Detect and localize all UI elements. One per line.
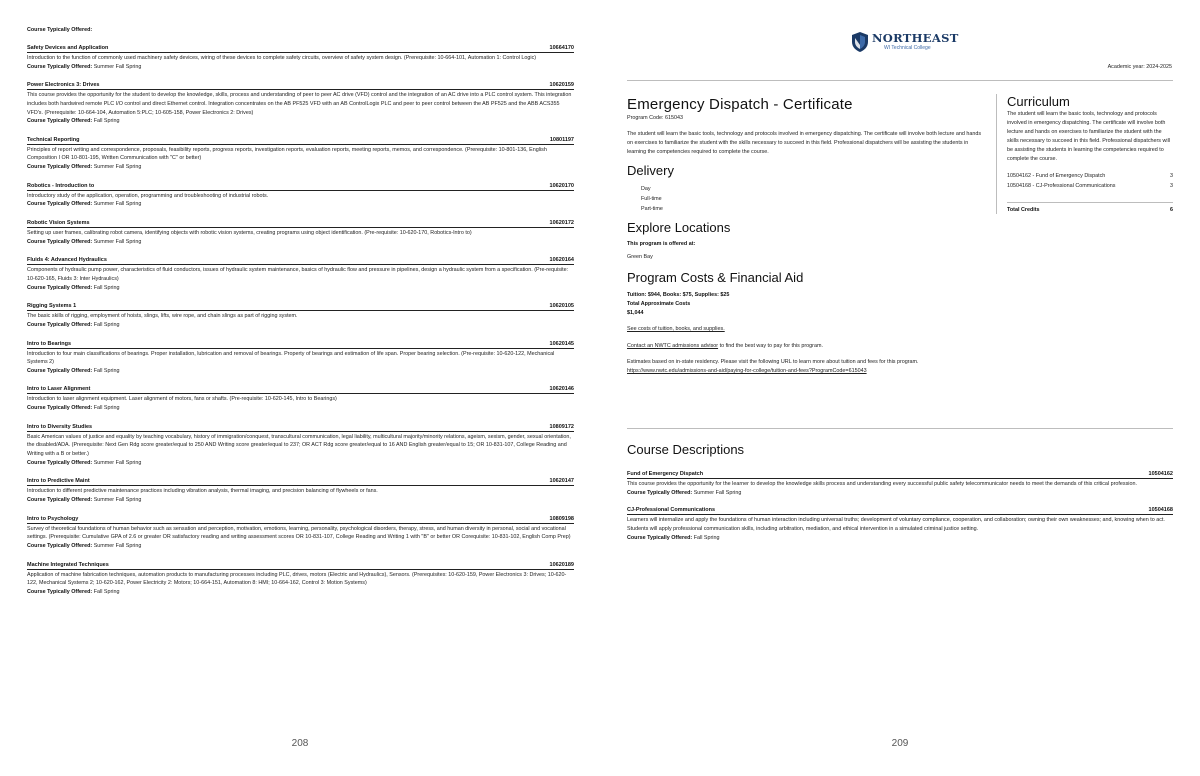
course-entry — [27, 303, 574, 329]
course-description: Setting up user frames, calibrating robot camera, identifying objects with robotic vision systems, creating programs using object identification. (Pre-requisite: 10-620-170, Robotics-Intro to) — [27, 230, 472, 237]
costs-heading: Program Costs & Financial Aid — [627, 269, 804, 285]
course-offered — [27, 321, 574, 330]
offered-label: Course Typically Offered: — [27, 63, 93, 70]
offered-label: Course Typically Offered: — [27, 284, 93, 291]
college-logo — [851, 31, 959, 53]
course-offered — [27, 496, 574, 505]
course-code: 10504168 — [1148, 507, 1173, 514]
course-description: This course provides the opportunity for the student to develop the knowledge, skills, process and understanding of peer to peer AC drive (VFD) control and the integration of an AC drive into a PLC control system. This integration includes both hardwired remote PLC I/O control and direct Ethernet control. Integration concentrates on the AB PF525 VFD with an AB ControlLogix PLC and peer to peer control between the AB PF525 and the ABB ACS355 VFD's. (Prerequisite: 10-664-104, Automation 5:PLC; 10-605-158, Power Electronics 2: Drives) — [27, 92, 572, 116]
course-offered — [27, 284, 574, 293]
curriculum-item-credits: 3 — [1170, 173, 1173, 180]
shield-logo-icon — [851, 31, 869, 53]
course-description: This course provides the opportunity for the learner to develop the knowledge skills process and understanding every successful public safety telecommunicator needs to meet the demands of this critical profession. — [627, 481, 1137, 487]
course-code: 10809172 — [549, 423, 574, 430]
advisor-text: to find the best way to pay for this program. — [718, 343, 823, 350]
delivery-option: Full-time — [641, 195, 662, 202]
offered-label: Course Typically Offered: — [27, 164, 93, 171]
delivery-heading: Delivery — [627, 162, 674, 178]
course-description: Introduction to the function of commonly used machinery safety devices, wiring of these devices to complete safety circuits, overview of safety system design. (Prerequisite: 10-664-101, Automation 1: Control Logic) — [27, 55, 537, 61]
estimate-text: Estimates based on in-state residency. Please visit the following URL to learn more about tuition and fees for this program. — [627, 359, 919, 366]
offered-terms: Summer Fall Spring — [93, 201, 142, 208]
section-divider — [627, 428, 1173, 429]
course-code: 10809198 — [549, 515, 574, 522]
logo-wordmark: NORTHEAST — [872, 30, 959, 45]
course-offered — [27, 588, 574, 597]
course-entry — [27, 45, 574, 71]
offered-label: Course Typically Offered: — [27, 201, 93, 208]
offered-label: Course Typically Offered: — [27, 496, 93, 503]
costs-section — [627, 270, 987, 376]
offered-label: Course Typically Offered: — [627, 534, 693, 541]
tuition-line: Tuition: $944, Books: $75, Supplies: $25 — [627, 291, 730, 298]
locations-section — [627, 220, 987, 260]
course-title: Robotic Vision Systems — [27, 220, 90, 227]
delivery-list — [627, 184, 987, 214]
offered-terms: Fall Spring — [93, 367, 120, 374]
course-description: Application of machine fabrication techniques, automation products to manufacturing processes including PLC, drives, motors (Electric and Hydraulics), Sensors. (Prerequisites: 10-620-159, Power Electronics 3: Drives; 10-620-122, Mechanical Systems 2; 10-620-162, Power Electricity 2: Motors; 10-664-151, Automation 8: HMI; 10-664-162, Control 3: Motion Systems) — [27, 571, 567, 587]
offered-label: Course Typically Offered: — [27, 542, 93, 549]
delivery-section — [627, 163, 987, 214]
offered-label: Course Typically Offered: — [27, 459, 93, 466]
offered-terms: Fall Spring — [93, 405, 120, 412]
course-code: 10620146 — [549, 386, 574, 393]
course-descriptions-section — [627, 442, 1173, 552]
course-title: Intro to Predictive Maint — [27, 478, 90, 485]
advisor-line — [627, 342, 987, 351]
course-code: 10620105 — [549, 303, 574, 310]
offered-terms: Fall Spring — [93, 284, 120, 291]
delivery-option: Day — [641, 185, 651, 192]
course-code: 10620170 — [549, 182, 574, 189]
curriculum-item-label: 10504162 - Fund of Emergency Dispatch — [1007, 173, 1106, 180]
course-entry — [627, 507, 1173, 542]
curriculum-sidebar — [996, 94, 1173, 214]
course-title: Intro to Diversity Studies — [27, 423, 93, 430]
course-description: Basic American values of justice and equality by teaching vocabulary, history of immigration/conquest, transcultural communication, legal liability, multicultural majority/minority relations, ageism, sexism, gender, sexual orientation, the disabled/ADA. (Prerequisite: Next Gen Rdg score greater/equal to 250 AND Writing score greater/equal to 237; OR ACT Rdg score greater/equal to 16 AND English greater/equal to 15; OR 10-831-107, College Reading and Writing with a B or better.) — [27, 433, 571, 458]
course-entry — [27, 386, 574, 412]
tuition-url-link[interactable]: https://www.nwtc.edu/admissions-and-aid/paying-for-college/tuition-and-fees?ProgramCode=615043 — [627, 368, 867, 375]
course-title: Fund of Emergency Dispatch — [627, 471, 704, 477]
offered-terms: Summer Fall Spring — [93, 542, 142, 549]
left-course-list — [27, 45, 574, 596]
offered-label: Course Typically Offered: — [27, 238, 93, 245]
see-costs-link[interactable]: See costs of tuition, books, and supplies. — [627, 326, 725, 333]
course-description: Learners will internalize and apply the foundations of human interaction including universal truths; development of voluntary compliance, cooperation, and collaboration; owning their own weaknesses; and, knowing when to act. Students will apply professional communication skills, including arbitration, mediation, and ethical intervention in a simulated criminal justice setting. — [627, 517, 1165, 532]
course-offered — [627, 489, 1173, 498]
curriculum-item — [1007, 172, 1173, 182]
curriculum-item-credits: 3 — [1170, 183, 1173, 190]
course-code: 10504162 — [1148, 471, 1173, 477]
course-code: 10620147 — [549, 478, 574, 485]
offered-label: Course Typically Offered: — [27, 367, 93, 374]
offered-terms: Summer Fall Spring — [93, 459, 142, 466]
course-description: Introductory study of the application, operation, programming and troubleshooting of industrial robots. — [27, 192, 269, 199]
locations-heading: Explore Locations — [627, 219, 731, 235]
program-title: Emergency Dispatch - Certificate — [627, 96, 853, 113]
course-entry — [27, 183, 574, 209]
estimate-note — [627, 358, 987, 376]
course-title: Rigging Systems 1 — [27, 303, 77, 310]
course-code: 10664170 — [549, 45, 574, 51]
offered-label: Course Typically Offered: — [27, 588, 93, 595]
offered-terms: Summer Fall Spring — [693, 489, 742, 496]
course-entry — [27, 424, 574, 468]
total-credits — [1007, 202, 1173, 213]
course-offered — [27, 459, 574, 468]
total-costs-value: $1,044 — [627, 309, 644, 316]
course-code: 10620145 — [549, 340, 574, 347]
course-title: Safety Devices and Application — [27, 45, 109, 51]
offered-label: Course Typically Offered: — [627, 489, 693, 496]
course-entry — [27, 516, 574, 551]
top-divider — [627, 80, 1173, 81]
course-offered — [27, 117, 574, 126]
offered-terms: Summer Fall Spring — [93, 63, 142, 70]
offered-terms: Fall Spring — [93, 321, 120, 328]
total-credits-value: 6 — [1170, 206, 1173, 213]
course-title: Fluids 4: Advanced Hydraulics — [27, 257, 107, 264]
course-title: Intro to Bearings — [27, 340, 72, 347]
course-offered — [27, 404, 574, 413]
course-title: Intro to Psychology — [27, 515, 79, 522]
course-code: 10620159 — [549, 82, 574, 89]
program-intro: The student will learn the basic tools, technology and protocols involved in emergency dispatching. The certificate will involve both lecture and hands on exercises to familiarize the student with the skills necessary to succeed in this field. Professional dispatchers will be assisting the students in learning the competencies required to complete the course. — [627, 131, 982, 155]
academic-year: Academic year: 2024-2025 — [1107, 64, 1172, 70]
curriculum-item — [1007, 182, 1173, 192]
course-description: Principles of report writing and correspondence, proposals, feasibility reports, progress reports, investigation reports, evaluation reports, meeting reports, memos, and correspondence. (Prerequisite: 10-801-136, English Composition I OR 10-801-195, Written Communication with "C" or better) — [27, 146, 547, 162]
offered-terms: Summer Fall Spring — [93, 238, 142, 245]
course-description: Introduction to different predictive maintenance practices including vibration analysis, thermal imaging, and precision balancing of flywheels or fans. — [27, 488, 378, 495]
course-description: Introduction to laser alignment equipment. Laser alignment of motors, fans or shafts. (Pre-requisite: 10-620-145, Intro to Bearings) — [27, 396, 337, 403]
course-description: Introduction to four main classifications of bearings. Proper installation, lubrication and removal of bearings. Property of bearings and estimation of life span. Proper bearing selection. (Pre-requisite: 10-620-122, Mechanical Systems 2) — [27, 350, 555, 366]
offered-terms: Fall Spring — [693, 534, 720, 541]
course-title: Technical Reporting — [27, 136, 80, 143]
offered-label: Course Typically Offered: — [27, 321, 93, 328]
locations-label: This program is offered at: — [627, 240, 696, 247]
offered-terms: Fall Spring — [93, 118, 120, 125]
offered-label: Course Typically Offered: — [27, 118, 93, 125]
course-entry — [627, 471, 1173, 497]
course-title: Robotics - Introduction to — [27, 182, 95, 189]
course-description: The basic skills of rigging, employment of hoists, slings, lifts, wire rope, and chain slings as part of rigging system. — [27, 313, 298, 320]
course-offered — [27, 238, 574, 247]
course-code: 10801197 — [549, 136, 574, 143]
course-entry — [27, 257, 574, 292]
course-offered — [27, 542, 574, 551]
curriculum-item-label: 10504168 - CJ-Professional Communications — [1007, 183, 1116, 190]
course-descriptions-heading: Course Descriptions — [627, 442, 745, 457]
continued-heading: Course Typically Offered: — [27, 27, 93, 33]
page-number-right: 209 — [891, 738, 909, 749]
offered-label: Course Typically Offered: — [27, 405, 93, 412]
course-offered — [27, 163, 574, 172]
course-list — [27, 27, 574, 607]
course-entry — [27, 137, 574, 172]
offered-terms: Summer Fall Spring — [93, 164, 142, 171]
course-description: Survey of theoretical foundations of human behavior such as sensation and perception, motivation, emotions, learning, personality, psychological disorders, therapy, stress, and human diversity in personal, social and vocational settings. (Prerequisite: Cumulative GPA of 2.6 or greater OR satisfactory reading and writing assessment scores OR 10-831-107, College Reading and Writing 1 with "B" or better OR Corequisite: 10-831-102, English Comp Prep) — [27, 525, 571, 541]
course-code: 10620172 — [549, 220, 574, 227]
program-code: Program Code: 615043 — [627, 115, 684, 121]
delivery-option: Part-time — [641, 205, 663, 212]
logo-subtitle: WI Technical College — [884, 45, 931, 52]
course-entry — [27, 341, 574, 376]
course-title: Power Electronics 3: Drives — [27, 82, 100, 89]
advisor-link[interactable]: Contact an NWTC admissions advisor — [627, 343, 719, 350]
curriculum-heading: Curriculum — [1007, 94, 1070, 109]
course-description: Components of hydraulic pump power, characteristics of fluid conductors, issues of hydraulic system maintenance, basics of hydraulic flow and pressure in pipelines, design a hydraulic system from a specification. (Pre-requisite: 10-620-165, Fluids 3: Inter Hydraulics) — [27, 267, 569, 282]
course-offered — [27, 63, 574, 72]
course-entry — [27, 82, 574, 126]
offered-terms: Fall Spring — [93, 588, 120, 595]
total-credits-label: Total Credits — [1007, 206, 1040, 213]
course-offered — [27, 200, 574, 209]
course-offered — [627, 534, 1173, 543]
course-title: Machine Integrated Techniques — [27, 561, 109, 568]
program-main-column — [627, 96, 987, 376]
course-title: CJ-Professional Communications — [627, 507, 716, 514]
course-offered — [27, 367, 574, 376]
course-code: 10620164 — [549, 257, 574, 264]
curriculum-description: The student will learn the basic tools, technology and protocols involved in emergency dispatching. The certificate will involve both lecture and hands on exercises to familiarize the student with the skills necessary to succeed in this field. Professional dispatchers will be assisting the students in learning the competencies required to complete the course. — [1007, 111, 1170, 162]
offered-terms: Summer Fall Spring — [93, 496, 142, 503]
total-costs-label: Total Approximate Costs — [627, 300, 691, 307]
course-entry — [27, 220, 574, 246]
location-item: Green Bay — [627, 253, 653, 260]
course-entry — [27, 478, 574, 504]
page-number-left: 208 — [291, 738, 309, 749]
curriculum-list — [1007, 172, 1173, 191]
course-title: Intro to Laser Alignment — [27, 386, 91, 393]
course-entry — [27, 562, 574, 597]
right-page — [600, 0, 1200, 776]
course-code: 10620189 — [549, 561, 574, 568]
